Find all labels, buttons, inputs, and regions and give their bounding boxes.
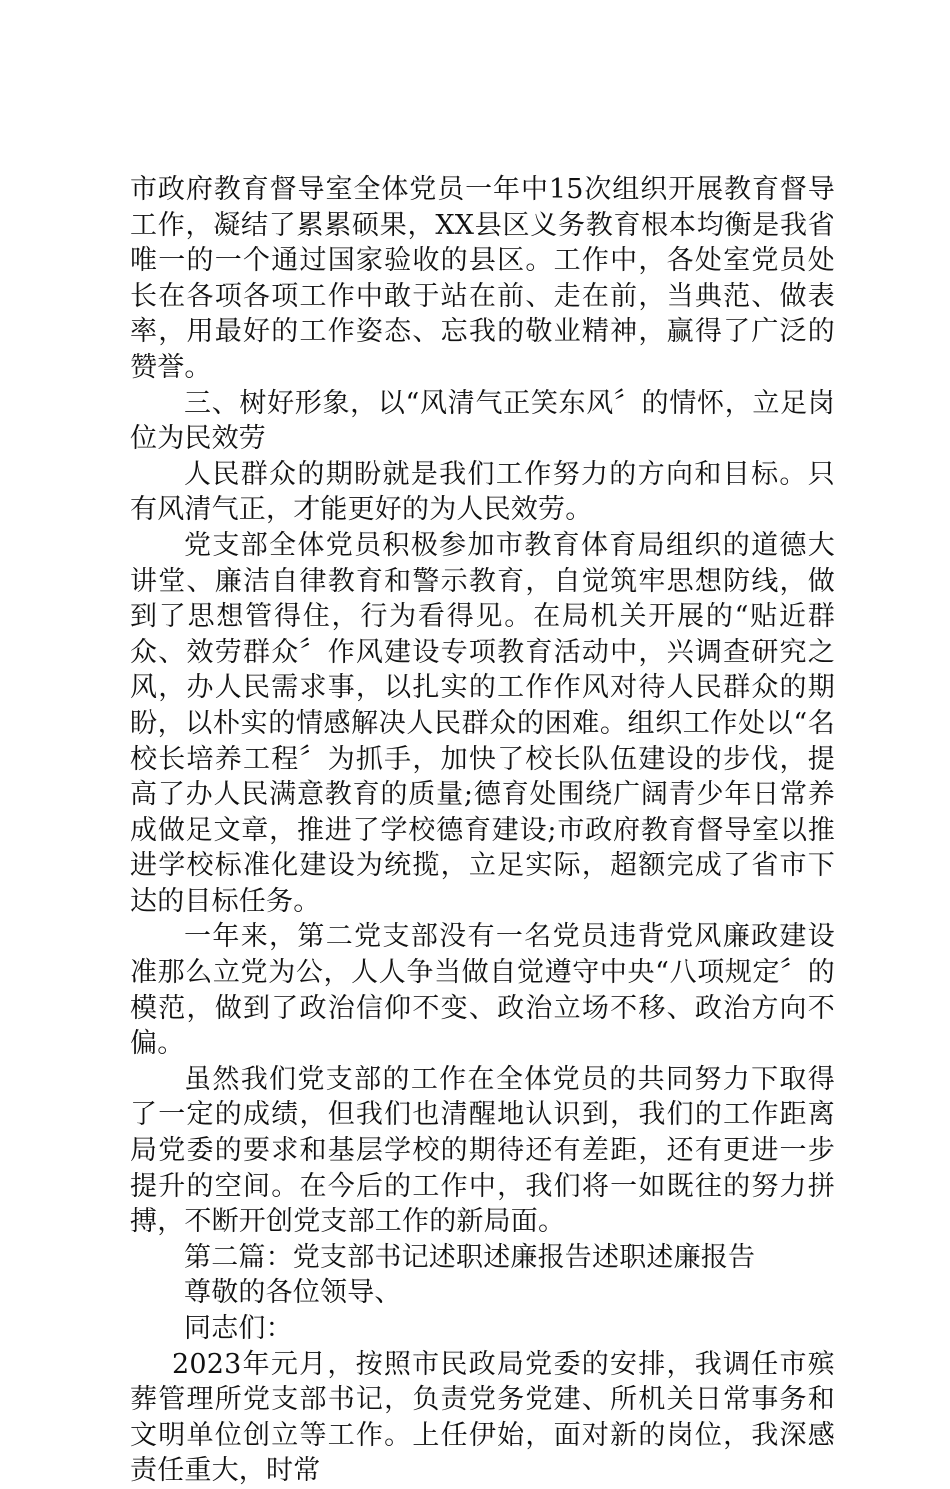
salutation-comrades: 同志们： [184, 1313, 293, 1344]
paragraph-party-education: 党支部全体党员积极参加市教育体育局组织的道德大讲堂、廉洁自律教育和警示教育，自觉筑牢思想防线，做到了思想管得住，行为看得见。在局机关开展的“贴近群众、效劳群众〞作风建设专项教育活动中，兴调查研究之风，办人民需求事，以扎实的工作作风对待人民群众的期盼，以朴实的情感解决人民群众的困难。组织工作处以“名校长培养工程〞为抓手，加快了校长队伍建设的步伐，提高了办人民满意教育的质量;德育处围绕广阔青少年日常养成做足文章，推进了学校德育建设;市政府教育督导室以推进学校标准化建设为统揽，立足实际，超额完成了省市下达的目标任务。 [130, 529, 835, 917]
paragraph-appointment: 2023年元月，按照市民政局党委的安排，我调任市殡葬管理所党支部书记，负责党务党建、所机关日常事务和文明单位创立等工作。上任伊始，面对新的岗位，我深感责任重大，时常 [130, 1348, 835, 1487]
chapter-two-title: 第二篇：党支部书记述职述廉报告述职述廉报告 [184, 1241, 756, 1273]
paragraph-one-year-review: 一年来，第二党支部没有一名党员违背党风廉政建设准那么立党为公，人人争当做自觉遵守中央“八项规定〞的模范，做到了政治信仰不变、政治立场不移、政治方向不偏。 [130, 921, 835, 1060]
document-body [130, 172, 835, 1489]
paragraph-supervision-results: 市政府教育督导室全体党员一年中15次组织开展教育督导工作，凝结了累累硕果，XX县区义务教育根本均衡是我省唯一的一个通过国家验收的县区。工作中，各处室党员处长在各项各项工作中敢于站在前、走在前，当典范、做表率，用最好的工作姿态、忘我的敬业精神，赢得了广泛的赞誉。 [130, 174, 835, 383]
paragraph-people-expectations: 人民群众的期盼就是我们工作努力的方向和目标。只有风清气正，才能更好的为人民效劳。 [130, 458, 835, 526]
salutation-leaders: 尊敬的各位领导、 [184, 1277, 402, 1309]
section-heading-3: 三、树好形象，以“风清气正笑东风〞的情怀，立足岗位为民效劳 [130, 387, 835, 455]
paragraph-conclusion: 虽然我们党支部的工作在全体党员的共同努力下取得了一定的成绩，但我们也清醒地认识到，我们的工作距离局党委的要求和基层学校的期待还有差距，还有更进一步提升的空间。在今后的工作中，我们将一如既往的努力拼搏，不断开创党支部工作的新局面。 [130, 1063, 835, 1238]
